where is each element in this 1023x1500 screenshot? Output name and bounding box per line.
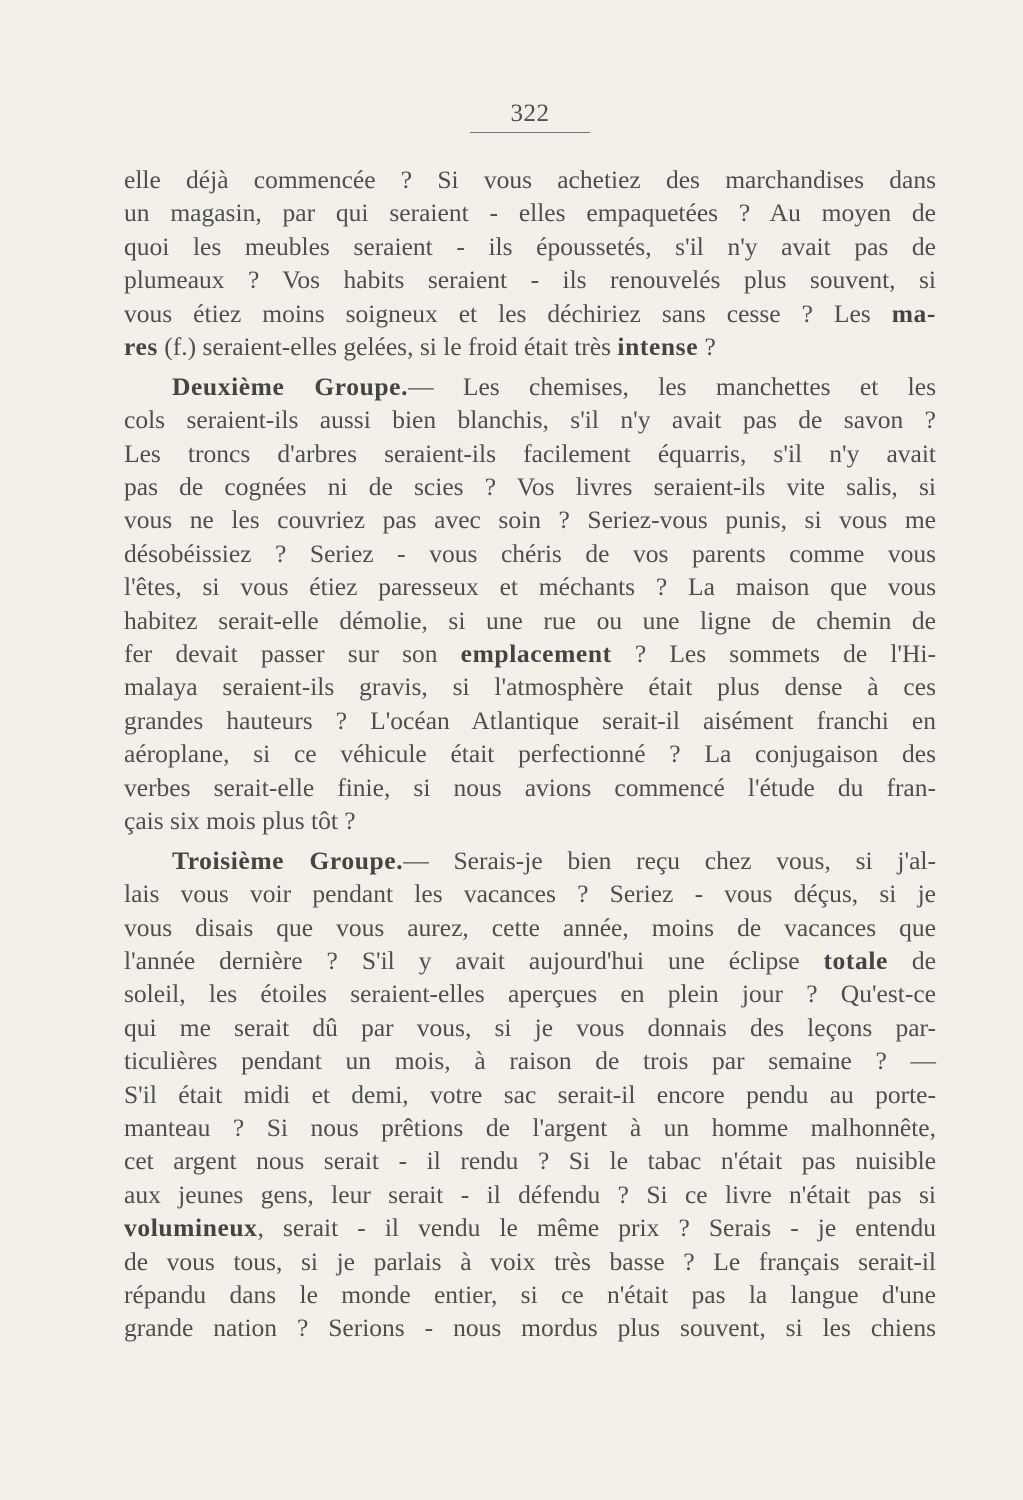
text-line — [124, 437, 936, 470]
text-span: plumeaux ? Vos habits seraient - ils renouvelés plus souvent, si — [124, 265, 936, 295]
text-span: désobéissiez ? Seriez - vous chéris de vos parents comme vous — [124, 538, 936, 568]
text-line — [124, 330, 936, 363]
text-line — [124, 297, 936, 330]
text-span: de — [887, 945, 936, 975]
text-span: grande nation ? Serions - nous mordus plus souvent, si les chiens — [124, 1313, 936, 1343]
text-line — [124, 1311, 936, 1344]
paragraph — [124, 844, 936, 1345]
text-span: manteau ? Si nous prêtions de l'argent à un homme malhonnête, — [124, 1112, 936, 1142]
text-span: de vous tous, si je parlais à voix très basse ? Le français serait-il — [124, 1246, 936, 1276]
text-span: l'êtes, si vous étiez paresseux et méchants ? La maison que vous — [124, 572, 936, 602]
bold-term: ma- — [891, 298, 936, 328]
text-span: qui me serait dû par vous, si je vous donnais des leçons par- — [124, 1012, 936, 1042]
text-span: vous ne les couvriez pas avec soin ? Seriez-vous punis, si vous me — [124, 505, 936, 535]
text-line — [124, 771, 936, 804]
text-line — [124, 470, 936, 503]
text-line — [124, 263, 936, 296]
text-line — [124, 844, 936, 877]
text-line — [124, 1245, 936, 1278]
text-span: l'année dernière ? S'il y avait aujourd'hui une éclipse — [124, 945, 824, 975]
page-number: 322 — [510, 100, 550, 127]
text-line — [124, 196, 936, 229]
text-span: , serait - il vendu le même prix ? Serais - je entendu — [257, 1213, 936, 1243]
text-span: elle déjà commencée ? Si vous achetiez des marchandises dans — [124, 165, 936, 194]
text-line — [124, 911, 936, 944]
body-text — [124, 163, 936, 1351]
text-span: soleil, les étoiles seraient-elles aperçues en plein jour ? Qu'est-ce — [124, 979, 936, 1009]
text-span: malaya seraient-ils gravis, si l'atmosphère était plus dense à ces — [124, 672, 936, 702]
text-span: habitez serait-elle démolie, si une rue ou une ligne de chemin de — [124, 605, 936, 635]
text-span: grandes hauteurs ? L'océan Atlantique serait-il aisément franchi en — [124, 705, 936, 735]
text-span: fer devait passer sur son — [124, 638, 461, 668]
bold-term: Troisième Groupe. — [172, 845, 404, 875]
text-span: vous disais que vous aurez, cette année, moins de vacances que — [124, 912, 936, 942]
bold-term: intense — [617, 331, 699, 361]
text-span: répandu dans le monde entier, si ce n'était pas la langue d'une — [124, 1279, 936, 1309]
text-span: Les troncs d'arbres seraient-ils facilement équarris, s'il n'y avait — [124, 438, 936, 468]
text-span: ? — [698, 331, 716, 361]
bold-term: Deuxième Groupe. — [172, 371, 409, 401]
text-span: verbes serait-elle finie, si nous avions commencé l'étude du fran- — [124, 772, 936, 802]
text-span: ticulières pendant un mois, à raison de trois par semaine ? — — [124, 1046, 936, 1076]
bold-term: totale — [823, 945, 888, 975]
text-span: lais vous voir pendant les vacances ? Seriez - vous déçus, si je — [124, 879, 936, 909]
text-line — [124, 403, 936, 436]
text-span: (f.) seraient-elles gelées, si le froid était très — [157, 331, 618, 361]
text-span: vous étiez moins soigneux et les déchiriez sans cesse ? Les — [124, 298, 892, 328]
text-line — [124, 1078, 936, 1111]
text-span: çais six mois plus tôt ? — [124, 805, 356, 835]
bold-term: volumineux — [124, 1213, 258, 1243]
paragraph — [124, 163, 936, 363]
bold-term: emplacement — [460, 638, 612, 668]
text-line — [124, 163, 936, 196]
text-line — [124, 737, 936, 770]
text-span: — Serais-je bien reçu chez vous, si j'al- — [403, 845, 936, 875]
text-span: S'il était midi et demi, votre sac serait-il encore pendu au porte- — [124, 1079, 936, 1109]
text-span: aux jeunes gens, leur serait - il défendu ? Si ce livre n'était pas si — [124, 1179, 936, 1209]
text-line — [124, 877, 936, 910]
text-line — [124, 704, 936, 737]
text-line — [124, 604, 936, 637]
text-span: cet argent nous serait - il rendu ? Si le tabac n'était pas nuisible — [124, 1146, 936, 1176]
text-span: quoi les meubles seraient - ils époussetés, s'il n'y avait pas de — [124, 231, 936, 261]
text-span: aéroplane, si ce véhicule était perfectionné ? La conjugaison des — [124, 739, 936, 769]
text-span: cols seraient-ils aussi bien blanchis, s'il n'y avait pas de savon ? — [124, 405, 936, 435]
text-line — [124, 637, 936, 670]
text-span: ? Les sommets de l'Hi- — [611, 638, 937, 668]
text-line — [124, 804, 936, 837]
text-line — [124, 230, 936, 263]
text-span: pas de cognées ni de scies ? Vos livres seraient-ils vite salis, si — [124, 472, 936, 502]
text-line — [124, 1211, 936, 1244]
text-line — [124, 570, 936, 603]
text-line — [124, 1111, 936, 1144]
header-rule — [470, 132, 590, 133]
text-line — [124, 503, 936, 536]
text-line — [124, 944, 936, 977]
text-line — [124, 1044, 936, 1077]
text-line — [124, 977, 936, 1010]
paragraph — [124, 370, 936, 837]
text-line — [124, 370, 936, 403]
text-span: — Les chemises, les manchettes et les — [408, 371, 936, 401]
text-span: un magasin, par qui seraient - elles empaquetées ? Au moyen de — [124, 198, 936, 228]
bold-term: res — [124, 331, 158, 361]
text-line — [124, 537, 936, 570]
text-line — [124, 1144, 936, 1177]
text-line — [124, 1278, 936, 1311]
text-line — [124, 1178, 936, 1211]
text-line — [124, 1011, 936, 1044]
text-line — [124, 670, 936, 703]
